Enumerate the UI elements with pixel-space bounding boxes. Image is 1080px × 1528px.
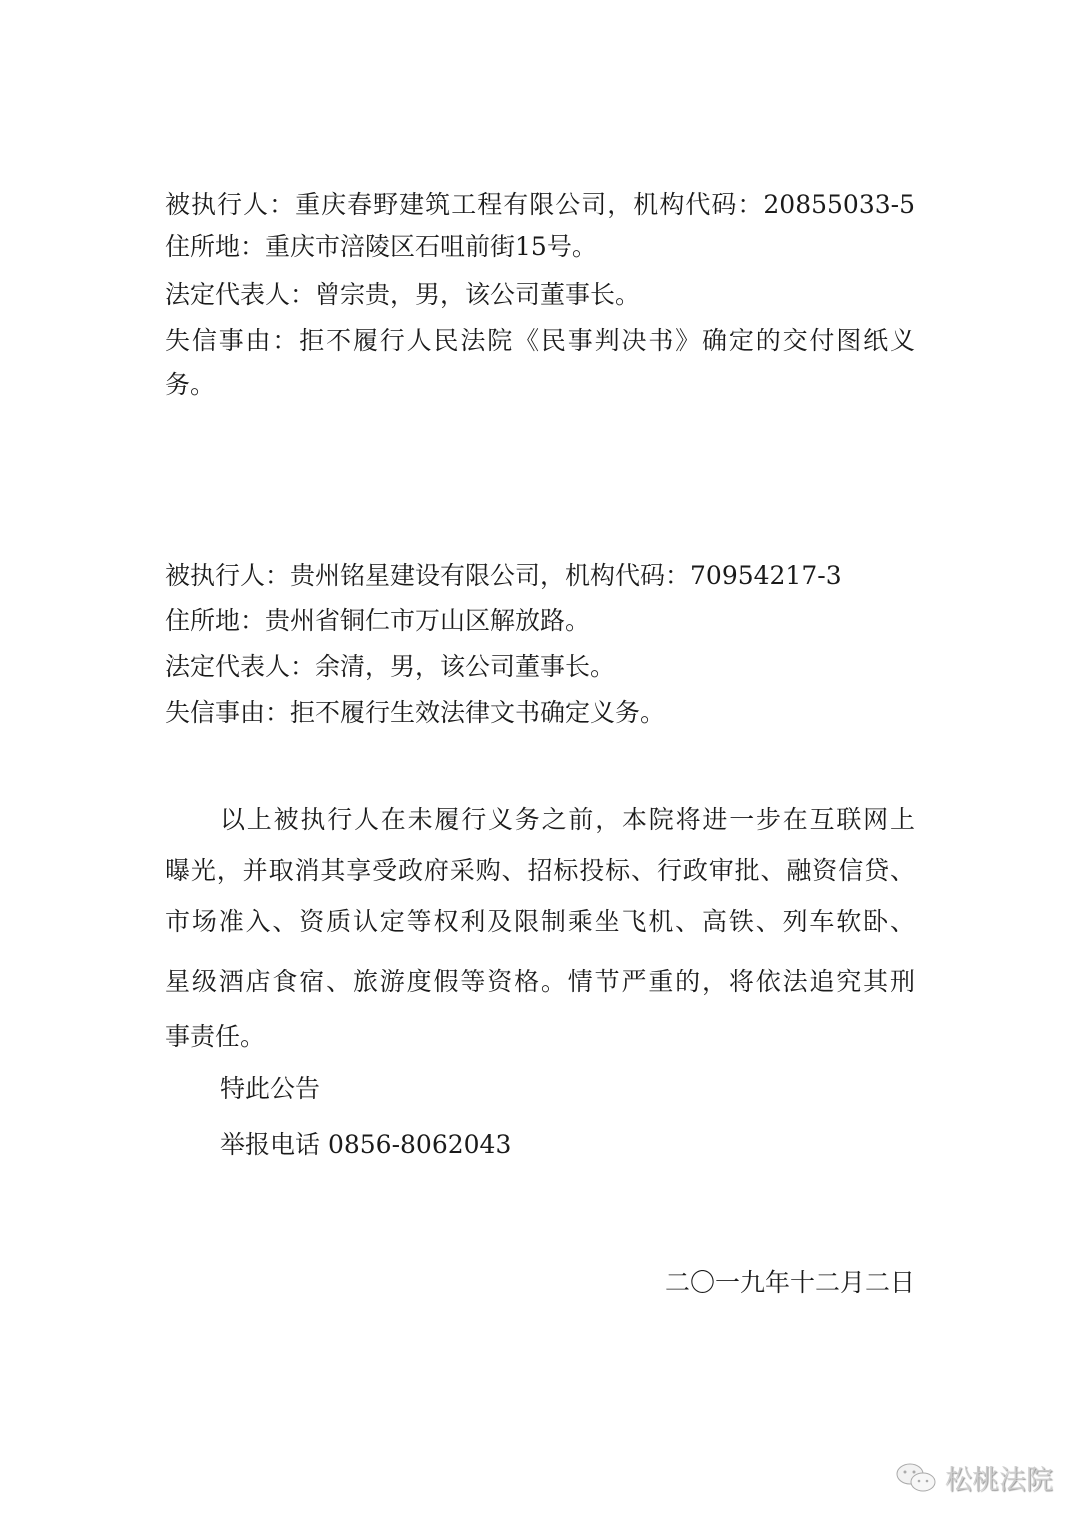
notice-line: 市场准入、资质认定等权利及限制乘坐飞机、高铁、列车软卧、 <box>165 907 915 936</box>
entry2-name-line: 被执行人：贵州铭星建设有限公司，机构代码：70954217-3 <box>165 561 842 590</box>
watermark-text: 松桃法院 <box>945 1465 1053 1496</box>
entry1-reason-line: 失信事由：拒不履行人民法院《民事判决书》确定的交付图纸义 <box>165 326 915 355</box>
notice-line: 曝光，并取消其享受政府采购、招标投标、行政审批、融资信贷、 <box>165 856 915 885</box>
notice-line: 事责任。 <box>165 1022 266 1051</box>
entry1-representative-line: 法定代表人：曾宗贵，男，该公司董事长。 <box>165 280 641 309</box>
notice-line: 以上被执行人在未履行义务之前，本院将进一步在互联网上 <box>220 805 915 834</box>
entry1-reason-line-cont: 务。 <box>165 370 216 399</box>
date-text: 二〇一九年十二月二日 <box>664 1268 915 1297</box>
entry1-address-line: 住所地：重庆市涪陵区石咀前街15号。 <box>165 232 597 261</box>
entry2-representative-line: 法定代表人：余清，男，该公司董事长。 <box>165 652 616 681</box>
hotline-text: 举报电话 0856-8062043 <box>220 1130 512 1159</box>
notice-line: 星级酒店食宿、旅游度假等资格。情节严重的，将依法追究其刑 <box>165 967 915 996</box>
entry2-address-line: 住所地：贵州省铜仁市万山区解放路。 <box>165 606 591 635</box>
watermark <box>895 1458 1053 1497</box>
entry1-name-line: 被执行人：重庆春野建筑工程有限公司，机构代码：20855033-5 <box>165 190 915 219</box>
wechat-icon <box>895 1461 937 1495</box>
closing-text: 特此公告 <box>220 1074 321 1103</box>
entry2-reason-line: 失信事由：拒不履行生效法律文书确定义务。 <box>165 698 666 727</box>
